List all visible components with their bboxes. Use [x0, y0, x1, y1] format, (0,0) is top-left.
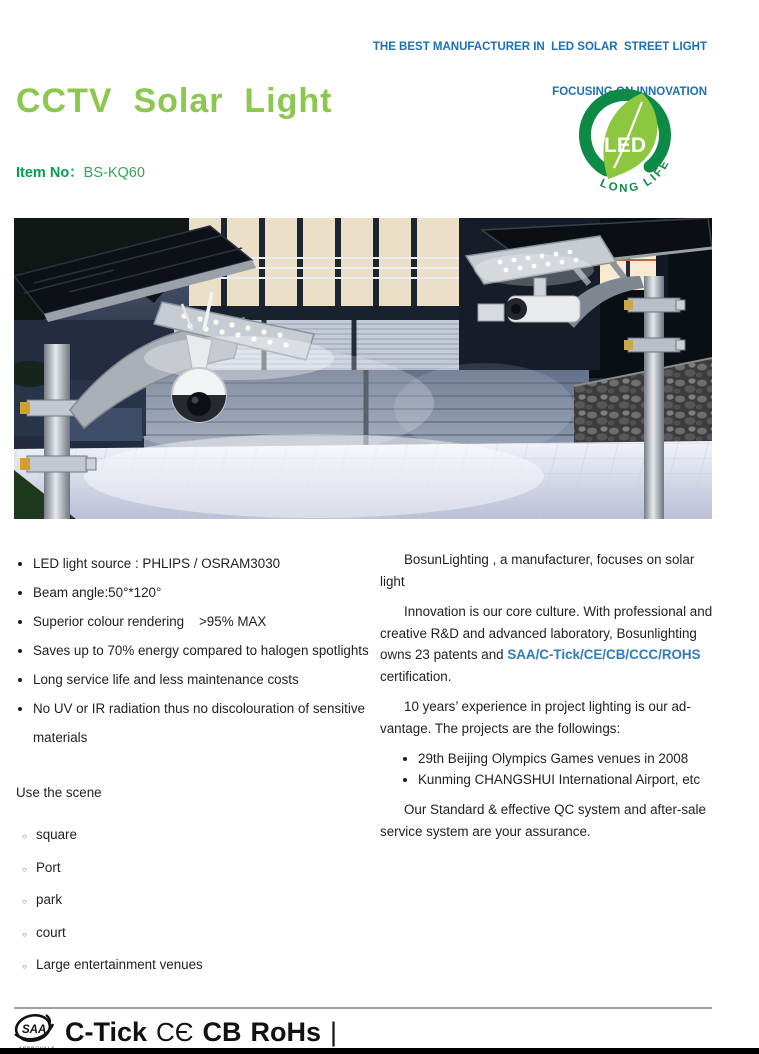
- scene-item-label: Port: [36, 859, 61, 875]
- svg-text:LED: LED: [604, 134, 646, 157]
- ce-mark: CЄ: [156, 1016, 194, 1047]
- intro-line: BosunLighting , a manufacturer, focuses on solar: [404, 552, 695, 567]
- use-scene-section: [16, 783, 346, 982]
- circle-bullet-icon: ○: [22, 929, 27, 939]
- scene-item-label: Large entertainment venues: [36, 957, 203, 972]
- project-list: [380, 748, 714, 790]
- scene-item-label: park: [36, 892, 63, 907]
- project-item: • Kunming CHANGSHUI International Airport, etc: [418, 769, 714, 790]
- feature-item: • Beam angle:50°*120°: [33, 578, 378, 607]
- intro-line: service system are your assurance.: [380, 823, 591, 839]
- scene-item-label: square: [36, 827, 77, 842]
- intro-line: certification.: [380, 668, 452, 684]
- footer-divider: [14, 1007, 712, 1009]
- item-number-label: Item No：: [16, 165, 84, 181]
- rohs-mark: RoHs: [250, 1016, 322, 1047]
- scene-item: [22, 852, 346, 885]
- circle-bullet-icon: ○: [22, 962, 27, 971]
- feature-list-section: [16, 549, 378, 752]
- certifications-highlight: SAA/C-Tick/CE/CB/CCC/ROHS: [507, 647, 701, 662]
- circle-bullet-icon: ○: [22, 832, 27, 841]
- patents-text: owns 23 patents and: [380, 647, 508, 662]
- use-scene-heading: Use the scene: [16, 785, 102, 800]
- item-number-value: BS-KQ60: [83, 165, 145, 181]
- svg-text:LONG LIFE: LONG LIFE: [597, 156, 673, 195]
- scene-item-label: court: [36, 924, 66, 940]
- intro-line: Innovation is our core culture. With professional and: [404, 604, 713, 619]
- product-photo: [14, 218, 712, 519]
- bottom-black-bar: [0, 1048, 759, 1054]
- intro-paragraph-4: [380, 799, 714, 842]
- feature-item: • Superior colour rendering >95% MAX: [33, 607, 378, 636]
- circle-bullet-icon: ○: [22, 897, 27, 906]
- intro-line: Our Standard & effective QC system and after-sale: [404, 802, 706, 817]
- intro-line: light: [380, 573, 405, 589]
- circle-bullet-icon: ○: [22, 864, 27, 874]
- product-photo-scene: [14, 218, 712, 519]
- page-title: CCTV Solar Light: [16, 82, 333, 120]
- certification-logos: [12, 1013, 337, 1051]
- feature-item: • Saves up to 70% energy compared to halogen spotlights: [33, 636, 378, 665]
- intro-line: creative R&D and advanced laboratory, Bosunlighting: [380, 625, 697, 641]
- feature-item: • LED light source : PHLIPS / OSRAM3030: [33, 549, 378, 578]
- led-badge-icon: [566, 80, 684, 198]
- intro-paragraph-2: [380, 601, 714, 687]
- header-slogan-line1: THE BEST MANUFACTURER IN LED SOLAR STREET LIGHT: [372, 41, 707, 53]
- led-long-life-badge: [566, 80, 684, 198]
- c-tick-mark: C-Tick: [65, 1016, 148, 1047]
- feature-item: • Long service life and less maintenance costs: [33, 665, 378, 694]
- use-scene-list: [16, 819, 346, 982]
- header-slogan-line2: FOCUSING ON INNOVATION: [552, 86, 707, 98]
- feature-list: [16, 549, 378, 752]
- intro-line: [380, 644, 714, 666]
- scene-item: [22, 884, 346, 917]
- scene-item: [22, 949, 346, 982]
- intro-paragraph-1: [380, 549, 714, 592]
- intro-paragraph-3: [380, 696, 714, 739]
- feature-item: • No UV or IR radiation thus no discolouration of sensitive materials: [33, 694, 378, 752]
- cb-mark: CB: [202, 1016, 242, 1047]
- text-cursor: |: [330, 1016, 338, 1047]
- project-item: • 29th Beijing Olympics Games venues in 2008: [418, 748, 714, 769]
- item-number-row: [16, 161, 145, 182]
- scene-item: [22, 819, 346, 852]
- intro-line: vantage. The projects are the followings:: [380, 720, 621, 736]
- saa-approvals-icon: [12, 1012, 56, 1052]
- scene-item: [22, 917, 346, 950]
- svg-text:SAA: SAA: [22, 1024, 47, 1036]
- intro-line: 10 years’ experience in project lighting is our ad-: [404, 699, 691, 714]
- company-intro-section: [380, 549, 714, 851]
